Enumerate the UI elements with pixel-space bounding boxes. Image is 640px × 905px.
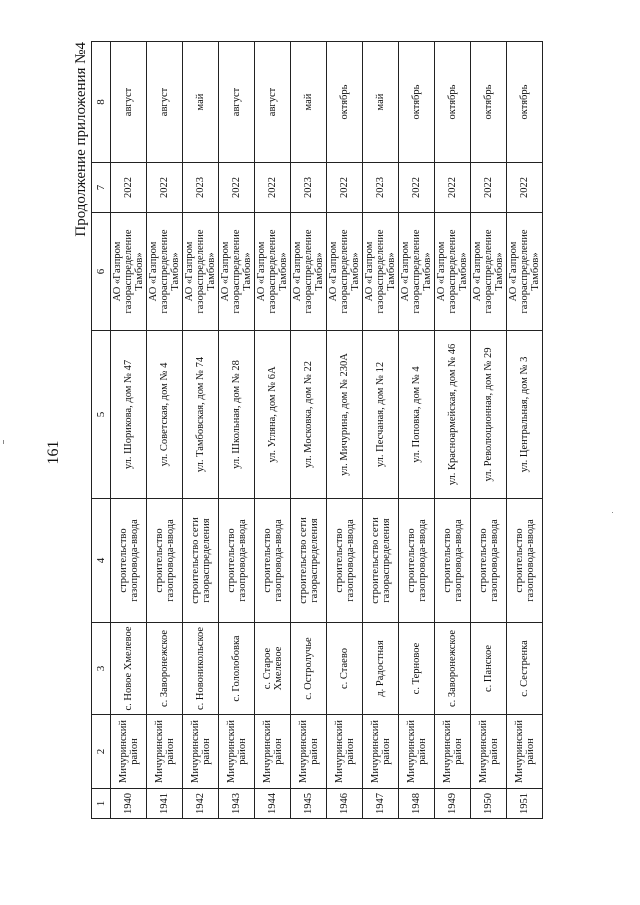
year-cell: 2022 (327, 163, 363, 213)
table-row (255, 42, 291, 819)
address-cell: ул. Песчаная, дом № 12 (363, 331, 399, 499)
address-cell: ул. Мичурина, дом № 230А (327, 331, 363, 499)
address-cell: ул. Угляна, дом № 6А (255, 331, 291, 499)
organization-cell: АО «Газпром газораспределение Тамбов» (327, 213, 363, 331)
row-number-cell: 1942 (183, 789, 219, 819)
row-number-cell: 1941 (147, 789, 183, 819)
organization-cell: АО «Газпром газораспределение Тамбов» (111, 213, 147, 331)
organization-cell: АО «Газпром газораспределение Тамбов» (399, 213, 435, 331)
appendix-caption: Продолжение приложения №4 (73, 42, 89, 237)
year-cell: 2022 (219, 163, 255, 213)
organization-cell: АО «Газпром газораспределение Тамбов» (291, 213, 327, 331)
district-cell: Мичуринский район (327, 715, 363, 789)
work-type-cell: строительство газопровода-ввода (507, 499, 543, 623)
table-row (219, 42, 255, 819)
column-header: 8 (92, 42, 111, 163)
scan-speck (3, 440, 4, 444)
organization-cell: АО «Газпром газораспределение Тамбов» (363, 213, 399, 331)
column-header: 7 (92, 163, 111, 213)
organization-cell: АО «Газпром газораспределение Тамбов» (471, 213, 507, 331)
scan-speck (612, 512, 613, 513)
settlement-cell: с. Гололобовка (219, 623, 255, 715)
year-cell: 2022 (435, 163, 471, 213)
table-row (363, 42, 399, 819)
row-number-cell: 1947 (363, 789, 399, 819)
district-cell: Мичуринский район (219, 715, 255, 789)
address-cell: ул. Революционная, дом № 29 (471, 331, 507, 499)
column-header: 6 (92, 213, 111, 331)
year-cell: 2022 (255, 163, 291, 213)
district-cell: Мичуринский район (291, 715, 327, 789)
district-cell: Мичуринский район (507, 715, 543, 789)
gasification-table (91, 41, 543, 819)
row-number-cell: 1940 (111, 789, 147, 819)
row-number-cell: 1943 (219, 789, 255, 819)
organization-cell: АО «Газпром газораспределение Тамбов» (507, 213, 543, 331)
row-number-cell: 1950 (471, 789, 507, 819)
month-cell: май (363, 42, 399, 163)
address-cell: ул. Красноармейская, дом № 46 (435, 331, 471, 499)
month-cell: октябрь (327, 42, 363, 163)
district-cell: Мичуринский район (435, 715, 471, 789)
table-row (183, 42, 219, 819)
year-cell: 2022 (507, 163, 543, 213)
year-cell: 2022 (147, 163, 183, 213)
work-type-cell: строительство газопровода-ввода (111, 499, 147, 623)
settlement-cell: с. Терновое (399, 623, 435, 715)
settlement-cell: с. Новоникольское (183, 623, 219, 715)
settlement-cell: с. Заворонежское (147, 623, 183, 715)
settlement-cell: д. Радостная (363, 623, 399, 715)
column-header: 1 (92, 789, 111, 819)
work-type-cell: строительство газопровода-ввода (471, 499, 507, 623)
year-cell: 2023 (183, 163, 219, 213)
settlement-cell: с. Заворонежское (435, 623, 471, 715)
month-cell: октябрь (507, 42, 543, 163)
page-number: 161 (45, 440, 62, 465)
settlement-cell: с. Новое Хмелевое (111, 623, 147, 715)
work-type-cell: строительство газопровода-ввода (255, 499, 291, 623)
district-cell: Мичуринский район (363, 715, 399, 789)
table-row (327, 42, 363, 819)
month-cell: октябрь (471, 42, 507, 163)
work-type-cell: строительство газопровода-ввода (327, 499, 363, 623)
table-row (435, 42, 471, 819)
month-cell: август (111, 42, 147, 163)
month-cell: май (291, 42, 327, 163)
organization-cell: АО «Газпром газораспределение Тамбов» (147, 213, 183, 331)
row-number-cell: 1951 (507, 789, 543, 819)
column-header: 3 (92, 623, 111, 715)
table-row (147, 42, 183, 819)
work-type-cell: строительство газопровода-ввода (219, 499, 255, 623)
table-body (92, 42, 543, 819)
work-type-cell: строительство газопровода-ввода (399, 499, 435, 623)
table-row (471, 42, 507, 819)
work-type-cell: строительство сети газораспределения (183, 499, 219, 623)
month-cell: октябрь (435, 42, 471, 163)
column-header: 4 (92, 499, 111, 623)
month-cell: октябрь (399, 42, 435, 163)
month-cell: май (183, 42, 219, 163)
year-cell: 2023 (363, 163, 399, 213)
address-cell: ул. Московка, дом № 22 (291, 331, 327, 499)
table-row (507, 42, 543, 819)
row-number-cell: 1948 (399, 789, 435, 819)
table-row (291, 42, 327, 819)
year-cell: 2022 (471, 163, 507, 213)
district-cell: Мичуринский район (111, 715, 147, 789)
district-cell: Мичуринский район (471, 715, 507, 789)
organization-cell: АО «Газпром газораспределение Тамбов» (219, 213, 255, 331)
address-cell: ул. Школьная, дом № 28 (219, 331, 255, 499)
address-cell: ул. Поповка, дом № 4 (399, 331, 435, 499)
month-cell: август (255, 42, 291, 163)
row-number-cell: 1945 (291, 789, 327, 819)
column-header: 2 (92, 715, 111, 789)
district-cell: Мичуринский район (183, 715, 219, 789)
row-number-cell: 1946 (327, 789, 363, 819)
address-cell: ул. Советская, дом № 4 (147, 331, 183, 499)
year-cell: 2023 (291, 163, 327, 213)
address-cell: ул. Центральная, дом № 3 (507, 331, 543, 499)
settlement-cell: с. Старое Хмелевое (255, 623, 291, 715)
district-cell: Мичуринский район (147, 715, 183, 789)
address-cell: ул. Шорикова, дом № 47 (111, 331, 147, 499)
organization-cell: АО «Газпром газораспределение Тамбов» (255, 213, 291, 331)
district-cell: Мичуринский район (255, 715, 291, 789)
district-cell: Мичуринский район (399, 715, 435, 789)
organization-cell: АО «Газпром газораспределение Тамбов» (183, 213, 219, 331)
header-row (92, 42, 111, 819)
month-cell: август (147, 42, 183, 163)
table-row (399, 42, 435, 819)
column-header: 5 (92, 331, 111, 499)
month-cell: август (219, 42, 255, 163)
table-row (111, 42, 147, 819)
year-cell: 2022 (111, 163, 147, 213)
settlement-cell: с. Стаево (327, 623, 363, 715)
work-type-cell: строительство сети газораспределения (291, 499, 327, 623)
row-number-cell: 1944 (255, 789, 291, 819)
settlement-cell: с. Панское (471, 623, 507, 715)
work-type-cell: строительство сети газораспределения (363, 499, 399, 623)
work-type-cell: строительство газопровода-ввода (435, 499, 471, 623)
address-cell: ул. Тамбовская, дом № 74 (183, 331, 219, 499)
settlement-cell: с. Сестренка (507, 623, 543, 715)
organization-cell: АО «Газпром газораспределение Тамбов» (435, 213, 471, 331)
row-number-cell: 1949 (435, 789, 471, 819)
year-cell: 2022 (399, 163, 435, 213)
settlement-cell: с. Остролучье (291, 623, 327, 715)
work-type-cell: строительство газопровода-ввода (147, 499, 183, 623)
